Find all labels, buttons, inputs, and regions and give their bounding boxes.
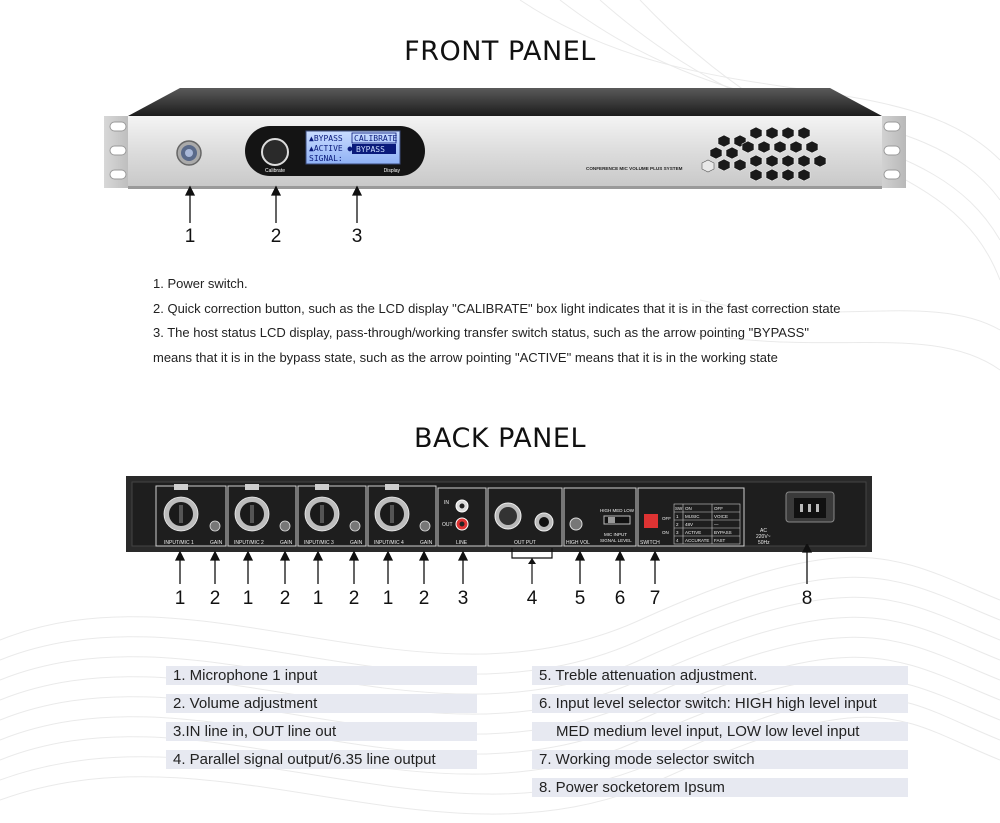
back-number-3: 3 [457,588,469,609]
model-text: CONFERENCE MIC VOLUME PLUS SYSTEM [586,166,683,171]
level-bottom-label-2: SIGNAL LEVEL [600,538,632,543]
back-number-6: 6 [614,588,626,609]
lcd-line2-right: BYPASS [356,145,385,154]
legend-item-6: 6. Input level selector switch: HIGH high level input [532,694,908,713]
front-panel-device [100,86,910,198]
gain-label-2: GAIN [280,540,293,546]
gain-label-1: GAIN [210,540,223,546]
back-callout-arrows [0,544,1000,588]
legend-item-4: 4. Parallel signal output/6.35 line output [166,750,477,769]
front-desc-line-3: 3. The host status LCD display, pass-through/working transfer switch status, such as the arrow pointing "BYPASS" [153,325,809,340]
back-number-2c: 2 [348,588,360,609]
mic-label-3: INPUT/MIC 3 [304,540,334,546]
line-label: LINE [456,540,468,546]
calibrate-button-label: Calibrate [264,168,286,174]
front-description [153,272,943,370]
back-number-1c: 1 [312,588,324,609]
legend-item-7: 7. Working mode selector switch [532,750,908,769]
table-header-sw: SW [675,506,683,511]
back-number-8: 8 [801,588,813,609]
legend-item-2: 2. Volume adjustment [166,694,477,713]
table-row-1-sw: 1 [676,514,679,519]
back-number-2d: 2 [418,588,430,609]
front-panel-title: FRONT PANEL [404,36,596,67]
back-number-1d: 1 [382,588,394,609]
table-row-3-sw: 3 [676,530,679,535]
line-in-label: IN [444,500,449,506]
legend-item-6-cont: MED medium level input, LOW low level input [532,722,908,741]
switch-on-label: ON [662,530,669,535]
legend-item-8: 8. Power socketorem Ipsum [532,778,908,797]
power-switch[interactable] [177,141,201,165]
lcd-line1-left: ▲BYPASS [309,134,343,143]
legend-item-3: 3.IN line in, OUT line out [166,722,477,741]
table-row-4-off: FAST [714,538,726,543]
legend-item-5: 5. Treble attenuation adjustment. [532,666,908,685]
back-number-4: 4 [526,588,538,609]
level-bottom-label-1: MIC INPUT [604,532,627,537]
gain-label-4: GAIN [420,540,433,546]
front-callout-arrows [0,185,1000,225]
switch-off-label: OFF [662,516,671,521]
table-header-off: OFF [714,506,723,511]
line-out-label: OUT [442,522,453,528]
lcd-line2-left: ▲ACTIVE ● [309,144,353,153]
front-number-3: 3 [351,226,363,247]
back-panel-device [126,474,874,554]
ac-label-2: 220V~ [756,534,771,540]
chassis-top [128,88,882,116]
table-header-on: ON [685,506,692,511]
level-top-label: HIGH MED LOW [600,508,635,513]
switch-label: SWITCH [640,540,660,546]
front-number-2: 2 [270,226,282,247]
table-row-4-sw: 4 [676,538,679,543]
ac-label-1: AC [760,528,767,534]
output-label: OUT PUT [514,540,536,546]
front-desc-line-1: 1. Power switch. [153,276,248,291]
table-row-1-on: MUSIC [685,514,700,519]
table-row-4-on: ACCURATE [685,538,710,543]
front-desc-line-2: 2. Quick correction button, such as the LCD display "CALIBRATE" box light indicates that it is in the fast correction state [153,300,841,316]
table-row-3-off: BYPASS [714,530,732,535]
display-label: Display [383,168,400,174]
gain-label-3: GAIN [350,540,363,546]
table-row-3-on: ACTIVE [685,530,702,535]
lcd-line1-right: CALIBRATE [354,134,398,143]
front-number-1: 1 [184,226,196,247]
mic-label-4: INPUT/MIC 4 [374,540,404,546]
high-vol-label: HIGH VOL [566,540,590,546]
table-row-1-off: VOICE [714,514,729,519]
lcd-line3: SIGNAL: [309,154,343,163]
back-number-2b: 2 [279,588,291,609]
calibrate-button[interactable] [262,139,288,165]
legend-item-1: 1. Microphone 1 input [166,666,477,685]
back-number-1a: 1 [174,588,186,609]
front-desc-line-4: means that it is in the bypass state, such as the arrow pointing "ACTIVE" means that it is in the working state [153,349,778,365]
back-number-7: 7 [649,588,661,609]
mic-label-1: INPUT/MIC 1 [164,540,194,546]
back-number-1b: 1 [242,588,254,609]
back-number-5: 5 [574,588,586,609]
table-row-2-on: 48V [685,522,694,527]
table-row-2-off: — [714,522,719,527]
mic-label-2: INPUT/MIC 2 [234,540,264,546]
ac-label-3: 50Hz [758,540,770,546]
table-row-2-sw: 2 [676,522,679,527]
back-panel-title: BACK PANEL [414,423,586,454]
back-number-2a: 2 [209,588,221,609]
